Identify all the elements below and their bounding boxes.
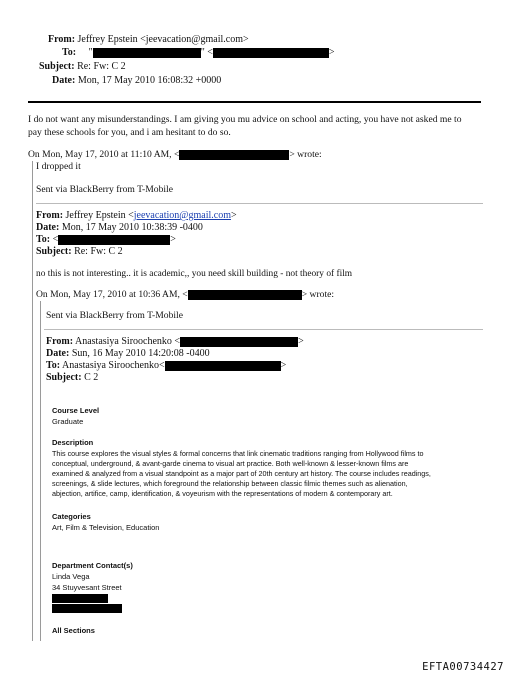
q2-to-line <box>36 234 176 246</box>
redaction <box>93 48 201 58</box>
contact-address: 34 Stuyvesant Street <box>52 583 122 592</box>
q2-date-label: Date: <box>36 222 60 233</box>
q3-date-line <box>46 348 210 360</box>
department-heading: Department Contact(s) <box>52 561 133 570</box>
q2-from-line <box>36 210 237 222</box>
quote1-attr-post: > wrote: <box>289 149 322 160</box>
quote-divider <box>44 329 483 330</box>
top-to-prefix: " <box>88 47 93 58</box>
quote1-attribution <box>28 149 322 161</box>
description-heading: Description <box>52 438 94 447</box>
description-line: examined & analyzed from a visual standpoint as a major part of 20th century art history. The course includes readings, <box>52 469 431 478</box>
top-from-value: Jeffrey Epstein <jeevacation@gmail.com> <box>77 34 249 45</box>
q3-subject-value: C 2 <box>84 372 99 383</box>
top-date-value: Mon, 17 May 2010 16:08:32 +0000 <box>77 75 222 86</box>
q3-to-end: > <box>280 360 287 371</box>
quote-bar-outer <box>32 161 33 641</box>
message2-sent-via: Sent via BlackBerry from T-Mobile <box>46 310 183 321</box>
all-sections-heading: All Sections <box>52 626 95 635</box>
top-subject-value: Re: Fw: C 2 <box>77 61 126 72</box>
q3-from-end: > <box>298 336 304 347</box>
q3-to-label: To: <box>46 360 61 371</box>
q3-to-line <box>46 360 286 372</box>
description-line: This course explores the visual styles & formal concerns that link cinematic traditions ranging from Hollywood films to <box>52 449 424 458</box>
message2-attr-post: > wrote: <box>301 289 335 300</box>
categories-value: Art, Film & Television, Education <box>52 523 160 532</box>
top-from-label: From: <box>48 34 76 45</box>
top-to-mid: " < <box>200 47 213 58</box>
q3-subject-label: Subject: <box>46 372 82 383</box>
redaction <box>52 604 122 613</box>
message1-line2: pay these schools for you, and i am hesitant to do so. <box>28 127 231 138</box>
description-line: abjection, artifice, camp, identification, & voyeurism with the representations of modern & contemporary art. <box>52 489 393 498</box>
q3-subject-line <box>46 372 98 384</box>
q2-subject-value: Re: Fw: C 2 <box>74 246 123 257</box>
top-to-suffix: > <box>328 47 335 58</box>
bates-number: EFTA00734427 <box>422 661 504 673</box>
q2-to-prefix: < <box>52 234 59 245</box>
redaction <box>180 337 298 347</box>
redaction <box>58 235 170 245</box>
course-level-heading: Course Level <box>52 406 100 415</box>
redaction <box>52 594 108 603</box>
q3-from-value: Anastasiya Siroochenko < <box>74 336 181 347</box>
description-line: screenings, & slide lectures, which foreground the relationship between classic filmic themes such as alienation, <box>52 479 408 488</box>
q3-from-line <box>46 336 304 348</box>
q2-subject-label: Subject: <box>36 246 72 257</box>
q3-from-label: From: <box>46 336 74 347</box>
message1-line1: I do not want any misunderstandings. I am giving you mu advice on school and acting, you have not asked me to <box>28 114 462 125</box>
q2-from-label: From: <box>36 210 64 221</box>
quote-bar-inner <box>40 301 41 641</box>
q3-date-label: Date: <box>46 348 70 359</box>
top-subject-line <box>39 61 126 73</box>
redaction <box>179 150 289 160</box>
message2-text: no this is not interesting.. it is academic,, you need skill building - not theory of film <box>36 269 353 279</box>
header-divider <box>28 101 481 103</box>
q2-from-name: Jeffrey Epstein < <box>65 210 134 221</box>
top-to-line <box>62 47 335 59</box>
q3-date-value: Sun, 16 May 2010 14:20:08 -0400 <box>71 348 210 359</box>
description-line: conceptual, underground, & avant-garde cinema to visual art practice. Both well-known & lesser-known films are <box>52 459 409 468</box>
top-date-line <box>52 75 221 87</box>
message2-attribution <box>36 289 334 301</box>
q2-to-suffix: > <box>170 234 176 245</box>
q3-to-value: Anastasiya Siroochenko< <box>62 360 165 371</box>
q2-from-end: > <box>230 210 237 221</box>
q2-date-value: Mon, 17 May 2010 10:38:39 -0400 <box>61 222 203 233</box>
quote1-sent-via: Sent via BlackBerry from T-Mobile <box>36 184 173 195</box>
contact-name: Linda Vega <box>52 572 90 581</box>
message2-attr-pre: On Mon, May 17, 2010 at 10:36 AM, < <box>36 289 188 300</box>
top-date-label: Date: <box>52 75 76 86</box>
redaction <box>165 361 281 371</box>
top-to-label: To: <box>62 47 77 58</box>
top-from-line <box>48 34 249 46</box>
quote1-text: I dropped it <box>36 161 81 172</box>
q2-email-link[interactable]: jeevacation@gmail.com <box>133 210 231 221</box>
q2-subject-line <box>36 246 123 258</box>
top-subject-label: Subject: <box>39 61 75 72</box>
redaction <box>213 48 329 58</box>
categories-heading: Categories <box>52 512 91 521</box>
q2-to-label: To: <box>36 234 51 245</box>
q2-date-line <box>36 222 203 234</box>
redaction <box>188 290 302 300</box>
course-level-value: Graduate <box>52 417 84 426</box>
quote-divider <box>36 203 483 204</box>
quote1-attr-pre: On Mon, May 17, 2010 at 11:10 AM, < <box>28 149 180 160</box>
